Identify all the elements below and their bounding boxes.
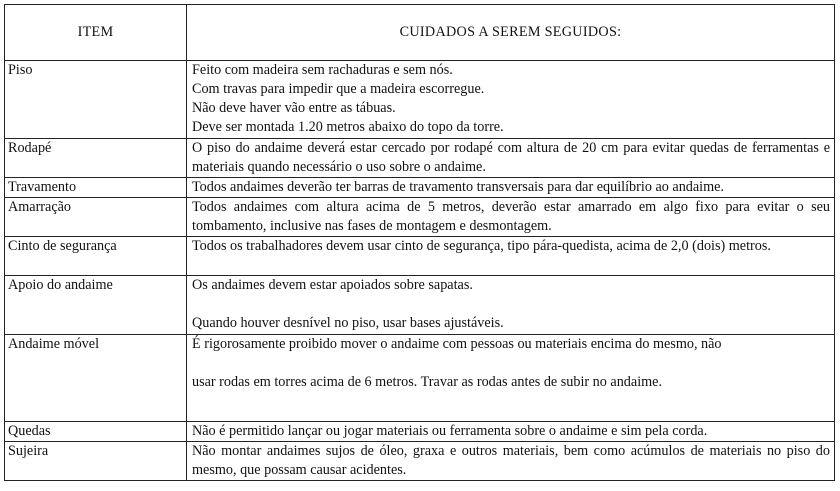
table-row [5, 276, 835, 335]
item-description [187, 276, 835, 335]
description-line: É rigorosamente proibido mover o andaime com pessoas ou materiais encima do mesmo, não [192, 336, 722, 352]
item-description [187, 61, 835, 139]
table-row [5, 61, 835, 139]
table-row [5, 139, 835, 178]
item-label: Amarração [5, 198, 187, 237]
description-line: Feito com madeira sem rachaduras e sem nós. [192, 62, 453, 78]
table-row [5, 422, 835, 442]
item-description: Não montar andaimes sujos de óleo, graxa e outros materiais, bem como acúmulos de materiais no piso do mesmo, que possam causar acidentes. [187, 442, 835, 481]
item-label: Rodapé [5, 139, 187, 178]
item-description: O piso do andaime deverá estar cercado por rodapé com altura de 20 cm para evitar quedas de ferramentas e materiais quando necessário o uso sobre o andaime. [187, 139, 835, 178]
item-description: Todos andaimes deverão ter barras de travamento transversais para dar equilíbrio ao andaime. [187, 178, 835, 198]
table-row [5, 237, 835, 276]
item-label: Sujeira [5, 442, 187, 481]
item-label: Travamento [5, 178, 187, 198]
item-description: Todos os trabalhadores devem usar cinto de segurança, tipo pára-quedista, acima de 2,0 (dois) metros. [187, 237, 835, 276]
table-row [5, 198, 835, 237]
header-cuidados: CUIDADOS A SEREM SEGUIDOS: [187, 5, 835, 61]
blank-line [192, 295, 830, 314]
description-line: Quando houver desnível no piso, usar bases ajustáveis. [192, 315, 504, 331]
blank-line [192, 354, 830, 373]
description-line: Os andaimes devem estar apoiados sobre sapatas. [192, 277, 473, 293]
safety-care-table [4, 4, 835, 481]
header-row [5, 5, 835, 61]
table-row [5, 178, 835, 198]
item-label: Apoio do andaime [5, 276, 187, 335]
item-description: Todos andaimes com altura acima de 5 metros, deverão estar amarrado em algo fixo para evitar o seu tombamento, inclusive nas fases de montagem e desmontagem. [187, 198, 835, 237]
item-label: Andaime móvel [5, 335, 187, 422]
description-line: Com travas para impedir que a madeira escorregue. [192, 81, 485, 97]
table-row [5, 335, 835, 422]
item-label: Cinto de segurança [5, 237, 187, 276]
description-line: Não deve haver vão entre as tábuas. [192, 100, 396, 116]
table-row [5, 442, 835, 481]
item-description [187, 335, 835, 422]
description-line: Deve ser montada 1.20 metros abaixo do topo da torre. [192, 119, 504, 135]
item-label: Piso [5, 61, 187, 139]
item-label: Quedas [5, 422, 187, 442]
item-description: Não é permitido lançar ou jogar materiais ou ferramenta sobre o andaime e sim pela corda. [187, 422, 835, 442]
header-item: ITEM [5, 5, 187, 61]
description-line: usar rodas em torres acima de 6 metros. Travar as rodas antes de subir no andaime. [192, 374, 663, 390]
